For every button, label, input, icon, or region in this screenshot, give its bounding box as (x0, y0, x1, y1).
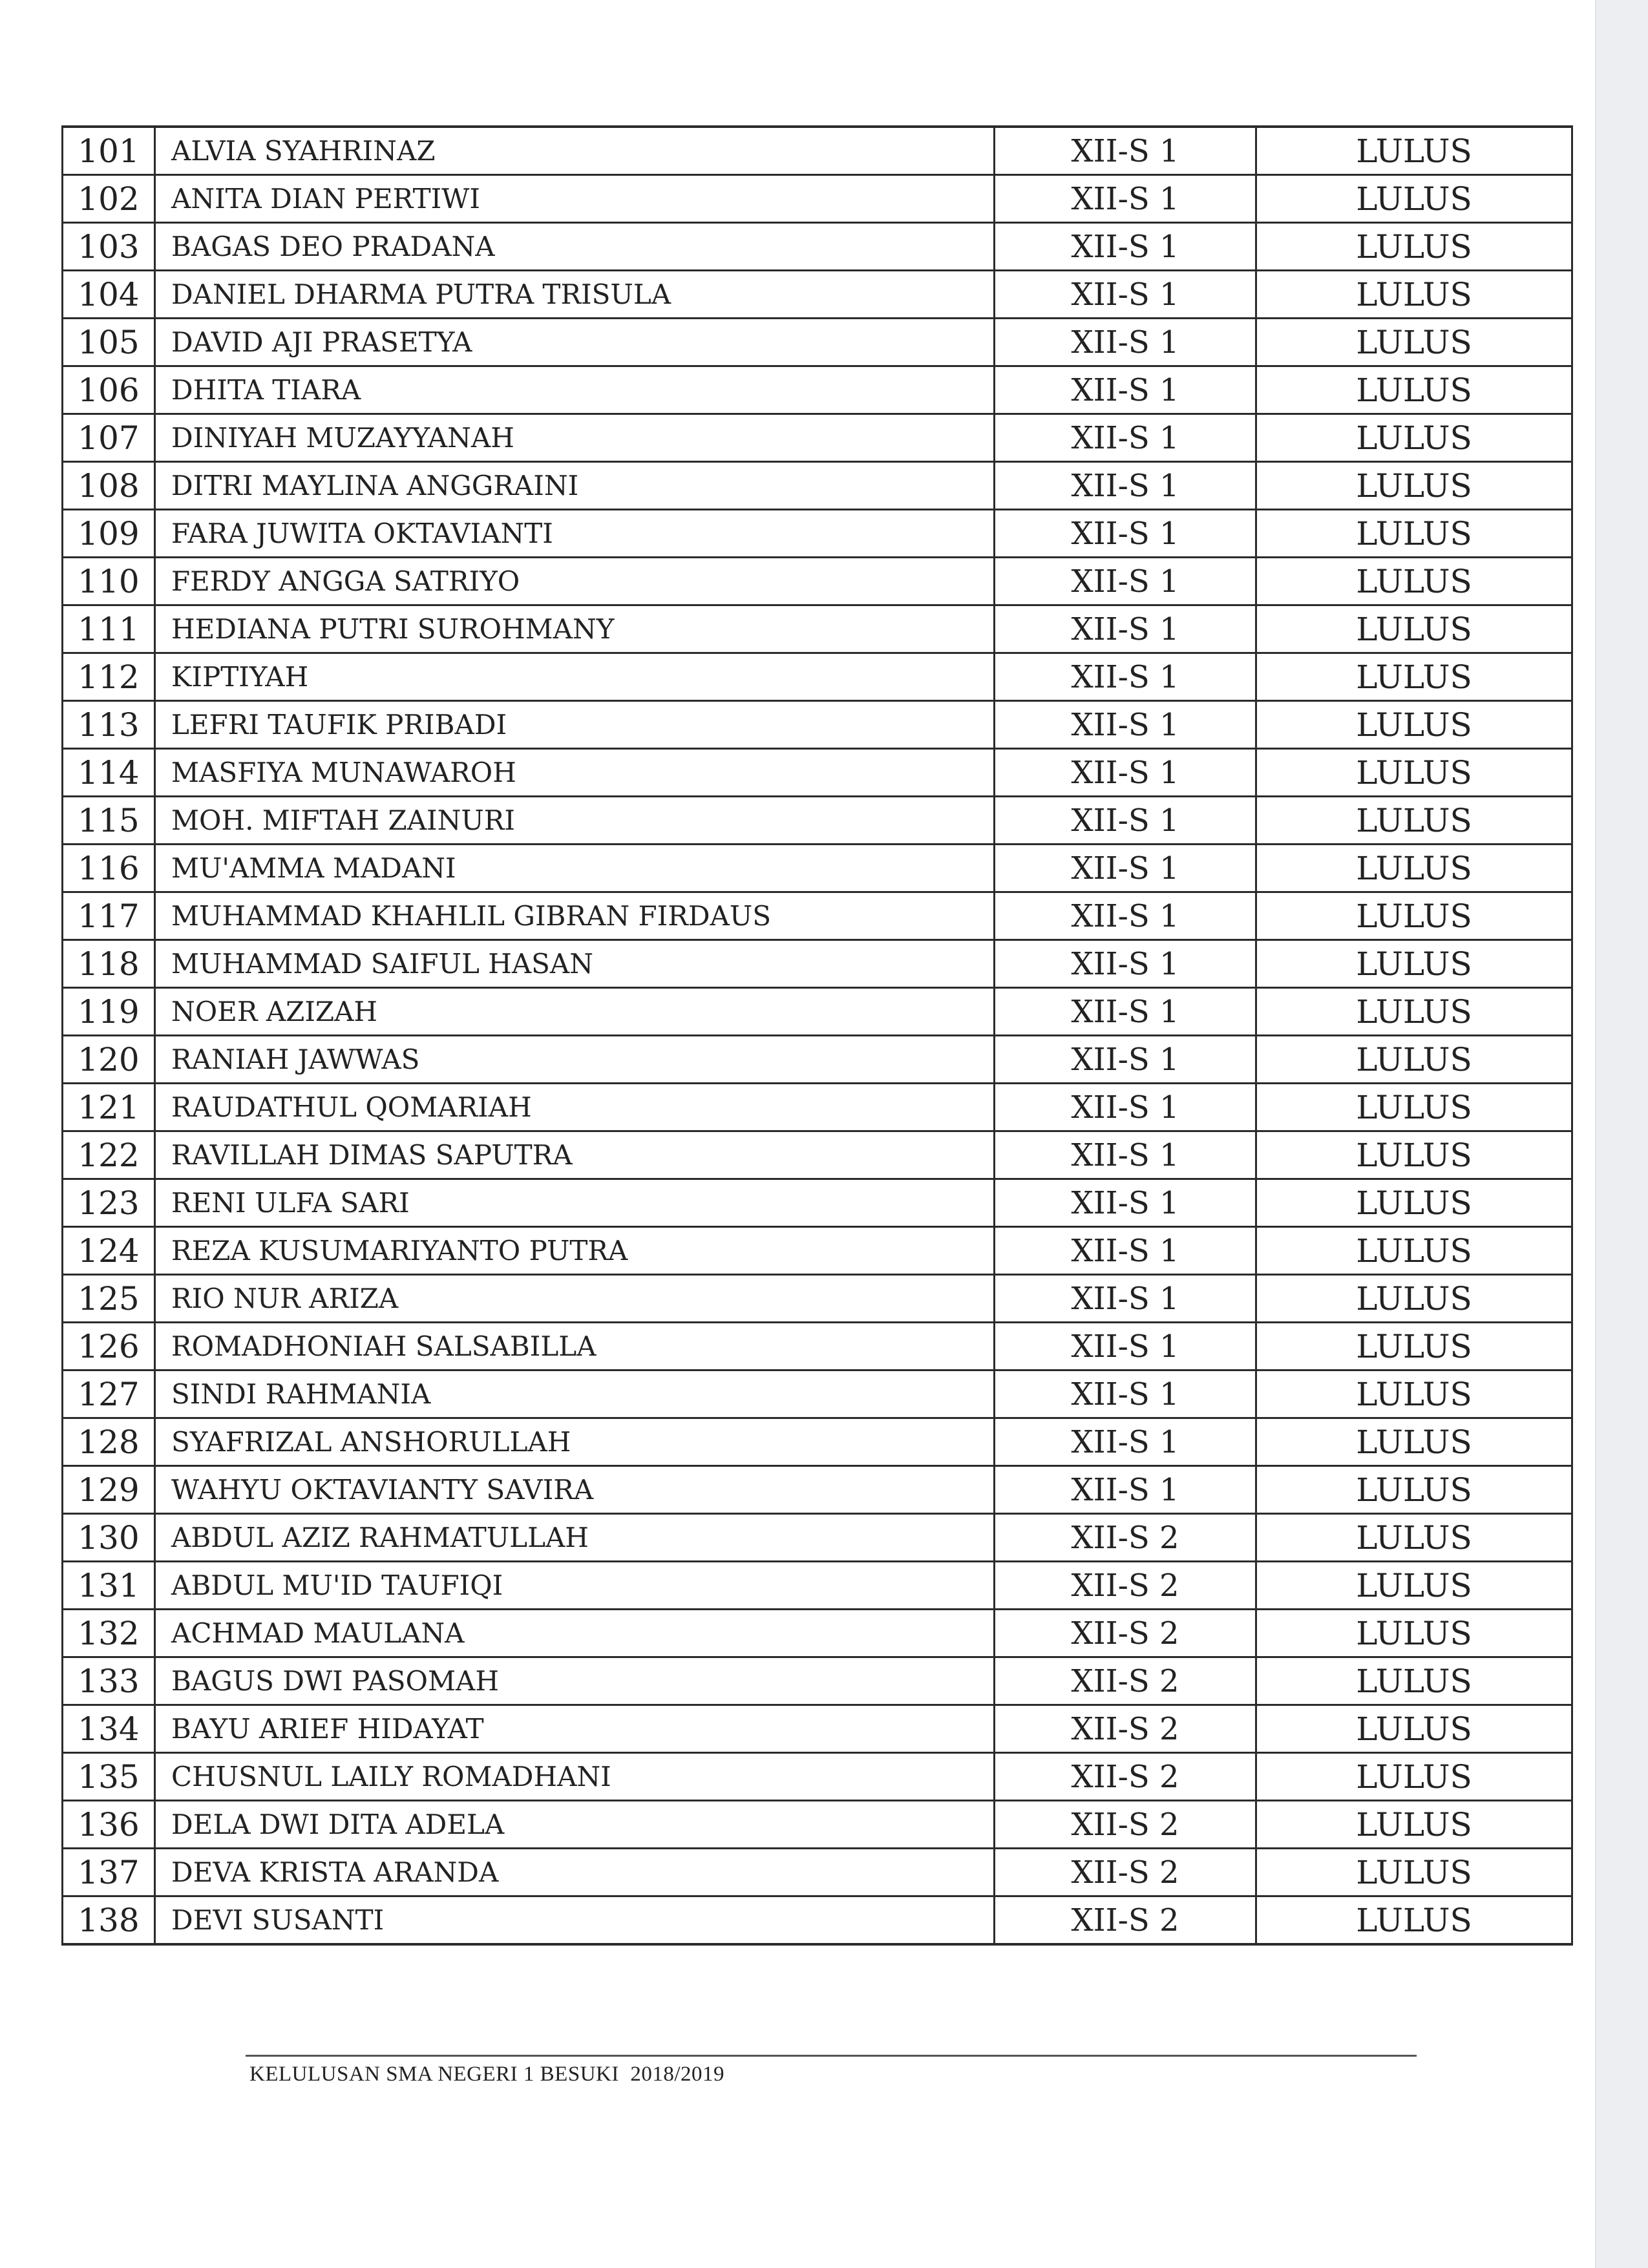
student-name: DITRI MAYLINA ANGGRAINI (155, 462, 995, 510)
graduation-results-table (61, 125, 1573, 1946)
row-number: 110 (63, 558, 155, 605)
graduation-status: LULUS (1256, 1179, 1572, 1227)
graduation-status: LULUS (1256, 1801, 1572, 1849)
student-name: SINDI RAHMANIA (155, 1370, 995, 1418)
graduation-status: LULUS (1256, 940, 1572, 988)
class-name: XII-S 2 (995, 1896, 1256, 1945)
row-number: 125 (63, 1275, 155, 1323)
class-name: XII-S 1 (995, 1179, 1256, 1227)
row-number: 103 (63, 223, 155, 271)
student-name: DELA DWI DITA ADELA (155, 1801, 995, 1849)
table-row (63, 892, 1572, 940)
table-row (63, 271, 1572, 319)
student-name: MASFIYA MUNAWAROH (155, 749, 995, 797)
row-number: 118 (63, 940, 155, 988)
student-name: RAUDATHUL QOMARIAH (155, 1084, 995, 1131)
table-row (63, 701, 1572, 749)
student-name: DEVA KRISTA ARANDA (155, 1849, 995, 1896)
row-number: 113 (63, 701, 155, 749)
class-name: XII-S 1 (995, 797, 1256, 845)
row-number: 123 (63, 1179, 155, 1227)
student-name: DHITA TIARA (155, 366, 995, 414)
row-number: 130 (63, 1514, 155, 1562)
table-row (63, 1084, 1572, 1131)
graduation-status: LULUS (1256, 510, 1572, 558)
student-name: RENI ULFA SARI (155, 1179, 995, 1227)
student-name: SYAFRIZAL ANSHORULLAH (155, 1418, 995, 1466)
row-number: 104 (63, 271, 155, 319)
student-name: MUHAMMAD SAIFUL HASAN (155, 940, 995, 988)
class-name: XII-S 1 (995, 1084, 1256, 1131)
student-name: WAHYU OKTAVIANTY SAVIRA (155, 1466, 995, 1514)
student-name: ABDUL AZIZ RAHMATULLAH (155, 1514, 995, 1562)
graduation-status: LULUS (1256, 1896, 1572, 1945)
row-number: 134 (63, 1705, 155, 1753)
table-row (63, 1323, 1572, 1370)
graduation-status: LULUS (1256, 1657, 1572, 1705)
footer-caption: KELULUSAN SMA NEGERI 1 BESUKI 2018/2019 (249, 2063, 725, 2086)
table-row (63, 1131, 1572, 1179)
table-row (63, 1466, 1572, 1514)
table-row (63, 1610, 1572, 1657)
class-name: XII-S 2 (995, 1514, 1256, 1562)
row-number: 117 (63, 892, 155, 940)
row-number: 106 (63, 366, 155, 414)
table-row (63, 1753, 1572, 1801)
class-name: XII-S 1 (995, 1418, 1256, 1466)
graduation-status: LULUS (1256, 1705, 1572, 1753)
row-number: 108 (63, 462, 155, 510)
class-name: XII-S 2 (995, 1705, 1256, 1753)
class-name: XII-S 1 (995, 1370, 1256, 1418)
student-name: MUHAMMAD KHAHLIL GIBRAN FIRDAUS (155, 892, 995, 940)
student-name: RANIAH JAWWAS (155, 1036, 995, 1084)
student-name: RAVILLAH DIMAS SAPUTRA (155, 1131, 995, 1179)
table-row (63, 1036, 1572, 1084)
graduation-status: LULUS (1256, 175, 1572, 223)
graduation-status: LULUS (1256, 1323, 1572, 1370)
graduation-status: LULUS (1256, 845, 1572, 892)
class-name: XII-S 1 (995, 366, 1256, 414)
graduation-status: LULUS (1256, 414, 1572, 462)
class-name: XII-S 1 (995, 845, 1256, 892)
graduation-status: LULUS (1256, 1562, 1572, 1610)
class-name: XII-S 1 (995, 1323, 1256, 1370)
graduation-status: LULUS (1256, 605, 1572, 653)
row-number: 128 (63, 1418, 155, 1466)
graduation-status: LULUS (1256, 653, 1572, 701)
student-name: ABDUL MU'ID TAUFIQI (155, 1562, 995, 1610)
student-name: ANITA DIAN PERTIWI (155, 175, 995, 223)
graduation-status: LULUS (1256, 1466, 1572, 1514)
table-row (63, 366, 1572, 414)
student-name: ACHMAD MAULANA (155, 1610, 995, 1657)
graduation-status: LULUS (1256, 797, 1572, 845)
row-number: 101 (63, 127, 155, 175)
row-number: 120 (63, 1036, 155, 1084)
student-name: ALVIA SYAHRINAZ (155, 127, 995, 175)
class-name: XII-S 2 (995, 1801, 1256, 1849)
graduation-status: LULUS (1256, 366, 1572, 414)
class-name: XII-S 1 (995, 605, 1256, 653)
class-name: XII-S 1 (995, 892, 1256, 940)
student-name: CHUSNUL LAILY ROMADHANI (155, 1753, 995, 1801)
row-number: 122 (63, 1131, 155, 1179)
class-name: XII-S 1 (995, 223, 1256, 271)
student-name: DANIEL DHARMA PUTRA TRISULA (155, 271, 995, 319)
row-number: 115 (63, 797, 155, 845)
graduation-status: LULUS (1256, 749, 1572, 797)
graduation-status: LULUS (1256, 1370, 1572, 1418)
graduation-status: LULUS (1256, 462, 1572, 510)
table-row (63, 1227, 1572, 1275)
class-name: XII-S 2 (995, 1562, 1256, 1610)
class-name: XII-S 1 (995, 175, 1256, 223)
graduation-status: LULUS (1256, 1275, 1572, 1323)
table-row (63, 605, 1572, 653)
student-name: NOER AZIZAH (155, 988, 995, 1036)
class-name: XII-S 2 (995, 1610, 1256, 1657)
graduation-status: LULUS (1256, 988, 1572, 1036)
student-name: FARA JUWITA OKTAVIANTI (155, 510, 995, 558)
student-name: REZA KUSUMARIYANTO PUTRA (155, 1227, 995, 1275)
class-name: XII-S 1 (995, 988, 1256, 1036)
class-name: XII-S 1 (995, 1227, 1256, 1275)
student-name: DEVI SUSANTI (155, 1896, 995, 1945)
class-name: XII-S 1 (995, 653, 1256, 701)
table-row (63, 510, 1572, 558)
table-row (63, 127, 1572, 175)
table-row (63, 1179, 1572, 1227)
row-number: 135 (63, 1753, 155, 1801)
student-name: BAGUS DWI PASOMAH (155, 1657, 995, 1705)
table-row (63, 1801, 1572, 1849)
row-number: 136 (63, 1801, 155, 1849)
student-name: BAGAS DEO PRADANA (155, 223, 995, 271)
student-name: ROMADHONIAH SALSABILLA (155, 1323, 995, 1370)
row-number: 137 (63, 1849, 155, 1896)
graduation-status: LULUS (1256, 558, 1572, 605)
student-name: HEDIANA PUTRI SUROHMANY (155, 605, 995, 653)
graduation-status: LULUS (1256, 1227, 1572, 1275)
table-row (63, 1849, 1572, 1896)
scan-margin (1595, 0, 1648, 2268)
graduation-status: LULUS (1256, 1849, 1572, 1896)
student-name: LEFRI TAUFIK PRIBADI (155, 701, 995, 749)
row-number: 131 (63, 1562, 155, 1610)
table-row (63, 319, 1572, 366)
graduation-status: LULUS (1256, 701, 1572, 749)
table-row (63, 845, 1572, 892)
table-row (63, 175, 1572, 223)
row-number: 133 (63, 1657, 155, 1705)
class-name: XII-S 1 (995, 1036, 1256, 1084)
row-number: 111 (63, 605, 155, 653)
graduation-status: LULUS (1256, 1131, 1572, 1179)
graduation-status: LULUS (1256, 1514, 1572, 1562)
student-name: BAYU ARIEF HIDAYAT (155, 1705, 995, 1753)
row-number: 114 (63, 749, 155, 797)
row-number: 138 (63, 1896, 155, 1945)
row-number: 119 (63, 988, 155, 1036)
class-name: XII-S 1 (995, 701, 1256, 749)
table-row (63, 1514, 1572, 1562)
graduation-status: LULUS (1256, 319, 1572, 366)
table-row (63, 414, 1572, 462)
graduation-status: LULUS (1256, 1753, 1572, 1801)
class-name: XII-S 1 (995, 1275, 1256, 1323)
row-number: 132 (63, 1610, 155, 1657)
class-name: XII-S 1 (995, 1131, 1256, 1179)
row-number: 109 (63, 510, 155, 558)
row-number: 102 (63, 175, 155, 223)
table-row (63, 1370, 1572, 1418)
graduation-status: LULUS (1256, 892, 1572, 940)
table-row (63, 223, 1572, 271)
class-name: XII-S 1 (995, 462, 1256, 510)
graduation-status: LULUS (1256, 1610, 1572, 1657)
table-row (63, 797, 1572, 845)
class-name: XII-S 1 (995, 1466, 1256, 1514)
table-row (63, 749, 1572, 797)
row-number: 116 (63, 845, 155, 892)
row-number: 126 (63, 1323, 155, 1370)
row-number: 127 (63, 1370, 155, 1418)
table-row (63, 1705, 1572, 1753)
student-name: DAVID AJI PRASETYA (155, 319, 995, 366)
class-name: XII-S 1 (995, 940, 1256, 988)
student-name: KIPTIYAH (155, 653, 995, 701)
graduation-status: LULUS (1256, 223, 1572, 271)
class-name: XII-S 1 (995, 319, 1256, 366)
table-row (63, 940, 1572, 988)
class-name: XII-S 2 (995, 1657, 1256, 1705)
class-name: XII-S 1 (995, 510, 1256, 558)
table-row (63, 558, 1572, 605)
row-number: 121 (63, 1084, 155, 1131)
student-name: FERDY ANGGA SATRIYO (155, 558, 995, 605)
student-name: MU'AMMA MADANI (155, 845, 995, 892)
table-row (63, 1562, 1572, 1610)
results-table-body (63, 127, 1572, 1944)
graduation-status: LULUS (1256, 271, 1572, 319)
class-name: XII-S 2 (995, 1753, 1256, 1801)
class-name: XII-S 1 (995, 558, 1256, 605)
table-row (63, 653, 1572, 701)
graduation-status: LULUS (1256, 1418, 1572, 1466)
footer-divider (246, 2055, 1417, 2057)
table-row (63, 1275, 1572, 1323)
row-number: 129 (63, 1466, 155, 1514)
graduation-status: LULUS (1256, 1036, 1572, 1084)
class-name: XII-S 1 (995, 414, 1256, 462)
student-name: DINIYAH MUZAYYANAH (155, 414, 995, 462)
row-number: 107 (63, 414, 155, 462)
graduation-status: LULUS (1256, 1084, 1572, 1131)
graduation-status: LULUS (1256, 127, 1572, 175)
table-row (63, 462, 1572, 510)
class-name: XII-S 1 (995, 127, 1256, 175)
class-name: XII-S 1 (995, 271, 1256, 319)
student-name: RIO NUR ARIZA (155, 1275, 995, 1323)
class-name: XII-S 1 (995, 749, 1256, 797)
row-number: 105 (63, 319, 155, 366)
row-number: 112 (63, 653, 155, 701)
table-row (63, 1657, 1572, 1705)
table-row (63, 988, 1572, 1036)
student-name: MOH. MIFTAH ZAINURI (155, 797, 995, 845)
table-row (63, 1418, 1572, 1466)
row-number: 124 (63, 1227, 155, 1275)
table-row (63, 1896, 1572, 1945)
class-name: XII-S 2 (995, 1849, 1256, 1896)
